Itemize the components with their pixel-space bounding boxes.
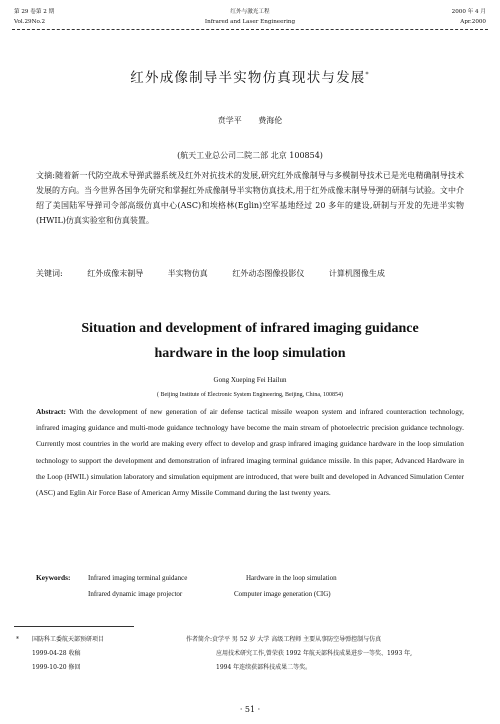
title-footnote-mark: * xyxy=(365,71,370,79)
author-bio-line-1: 作者简介:贲学平 男 52 岁 大学 高级工程师 主要从事防空导弹控制与仿真 xyxy=(186,636,382,643)
journal-volume: 第 29 卷第 2 期 xyxy=(14,9,55,15)
author-bio xyxy=(186,633,476,675)
funding-footnote xyxy=(16,633,104,675)
journal-name-en: Infrared and Laser Engineering xyxy=(204,19,296,25)
chinese-title xyxy=(0,66,500,86)
chinese-abstract xyxy=(36,168,464,228)
chinese-abstract-label: 文摘: xyxy=(36,171,55,180)
english-abstract-text: With the development of new generation of air defense tactical missile weapon system and infrared counteraction technology, infrared imaging guidance and multi-mode guidance technology have become the main stream of photoelectric precision guidance technology. Currently most countries in the world are making every effect to develop and grasp infrared imaging guidance hardware in the loop simulation technology to support the development and demonstration of infrared imaging terminal guidance missile. In this paper, Advanced Hardware in the Loop (HWIL) simulation laboratory and simulation equipment are introduced, that were built and developed in Advanced Simulation Center (ASC) and Eglin Air Force Base of American Army Missile Command during the last twenty years. xyxy=(36,407,465,498)
header-rule xyxy=(12,29,488,30)
received-date: 1999-04-28 收稿 xyxy=(32,650,81,657)
chinese-title-text: 红外成像制导半实物仿真现状与发展 xyxy=(130,70,366,86)
journal-name: 红外与激光工程 xyxy=(230,9,270,15)
english-affiliation: ( Beijing Institute of Electronic System Engineering, Beijing, China, 100854) xyxy=(157,392,343,398)
chinese-affiliation: (航天工业总公司二院二部 北京 100854) xyxy=(177,151,323,160)
english-keyword: Hardware in the loop simulation xyxy=(246,574,337,582)
issue-date: 2000 年 4 月 xyxy=(451,9,486,15)
chinese-authors xyxy=(0,115,500,126)
chinese-keyword: 红外成像末制导 xyxy=(87,269,144,278)
english-abstract-label: Abstract: xyxy=(36,407,66,416)
english-keyword: Infrared dynamic image projector xyxy=(88,590,183,598)
author-bio-line-3: 1994 年连续获部科技成果二等奖。 xyxy=(216,664,312,671)
chinese-keywords-label: 关键词: xyxy=(36,269,63,278)
author-2: 费海伦 xyxy=(258,116,283,125)
journal-volume-en: Vol.29No.2 xyxy=(14,19,46,25)
english-abstract xyxy=(36,404,464,501)
english-keyword: Infrared imaging terminal guidance xyxy=(88,574,188,582)
revised-date: 1999-10-20 修回 xyxy=(32,664,81,671)
english-authors: Gong Xueping Fei Hailun xyxy=(213,376,287,384)
chinese-keyword: 计算机图像生成 xyxy=(328,269,385,278)
page-number: · 51 · xyxy=(239,705,261,714)
english-title-line-1: Situation and development of infrared imaging guidance xyxy=(81,321,419,336)
chinese-keywords xyxy=(36,268,476,279)
author-bio-line-2: 应用技术研究工作,曾荣获 1992 年航天部科技成果进步一等奖、1993 年, xyxy=(216,650,413,657)
english-keyword: Computer image generation (CIG) xyxy=(234,590,331,598)
chinese-keyword: 半实物仿真 xyxy=(167,269,208,278)
footnote-rule xyxy=(14,626,134,627)
running-header xyxy=(0,8,500,34)
chinese-abstract-text: 随着新一代防空战术导弹武器系统及红外对抗技术的发展,研究红外成像制导与多模制导技术已是光电精确制导技术发展的方向。当今世界各国争先研究和掌握红外成像制导半实物仿真技术,用于红外成像末制导导弹的研制与试验。文中介绍了美国陆军导弹司令部高级仿真中心(ASC)和埃格林(Eglin)空军基地经过 20 多年的建设,研制与开发的先进半实物(HWIL)仿真实验室和仿真装置。 xyxy=(36,171,464,225)
english-keywords-label: Keywords: xyxy=(36,573,71,582)
footnote-star: * xyxy=(16,636,19,643)
author-1: 贲学平 xyxy=(217,116,242,125)
issue-date-en: Apr.2000 xyxy=(460,19,486,25)
chinese-keyword: 红外动态图像投影仪 xyxy=(232,269,305,278)
english-title xyxy=(0,316,500,366)
english-title-line-2: hardware in the loop simulation xyxy=(154,346,346,361)
funding-line: 国防科工委航天部预研项目 xyxy=(32,636,105,643)
